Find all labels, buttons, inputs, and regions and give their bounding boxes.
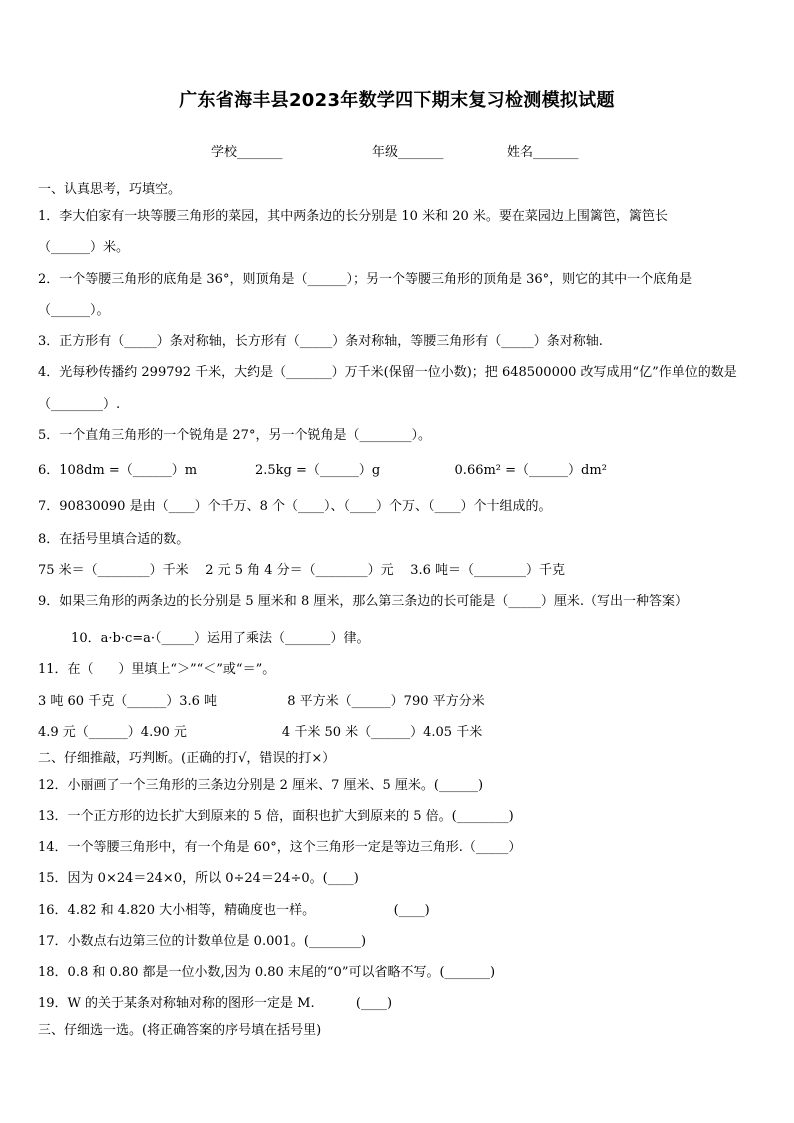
question-line: 4.9 元（______）4.90 元 4 千米 50 米（______）4.05 千米 bbox=[38, 725, 483, 740]
name-field: 姓名_______ bbox=[507, 145, 579, 160]
question-line: 9．如果三角形的两条边的长分别是 5 厘米和 8 厘米，那么第三条边的长可能是（_____）厘米.（写出一种答案） bbox=[38, 594, 688, 609]
question-line: 10．a·b·c=a·（_____）运用了乘法（_______）律。 bbox=[38, 631, 370, 646]
question-line: 1．李大伯家有一块等腰三角形的菜园，其中两条边的长分别是 10 米和 20 米。要在菜园边上围篱笆，篱笆长 bbox=[38, 209, 668, 224]
question-line: 19．W 的关于某条对称轴对称的图形一定是 M. (____) bbox=[38, 996, 393, 1011]
question-line: 8．在括号里填合适的数。 bbox=[38, 532, 190, 547]
section-heading: 一、认真思考，巧填空。 bbox=[38, 182, 182, 197]
section-heading: 二、仔细推敲，巧判断。(正确的打√，错误的打×） bbox=[38, 751, 336, 766]
question-line: 18．0.8 和 0.80 都是一位小数,因为 0.80 末尾的“0”可以省略不写。(_______) bbox=[38, 965, 496, 980]
page-title: 广东省海丰县2023年数学四下期末复习检测模拟试题 bbox=[179, 90, 615, 111]
question-line: 14．一个等腰三角形中，有一个角是 60°，这个三角形一定是等边三角形.（_____） bbox=[38, 840, 522, 855]
question-line: 3．正方形有（_____）条对称轴，长方形有（_____）条对称轴，等腰三角形有（_____）条对称轴. bbox=[38, 334, 603, 349]
question-line: （______）。 bbox=[38, 303, 110, 318]
school-field: 学校_______ bbox=[211, 145, 283, 160]
question-line: 15．因为 0×24＝24×0，所以 0÷24＝24÷0。(____) bbox=[38, 871, 359, 886]
question-line: 17．小数点右边第三位的计数单位是 0.001。(________) bbox=[38, 934, 367, 949]
question-line: 3 吨 60 千克（______）3.6 吨 8 平方米（______）790 平方分米 bbox=[38, 694, 485, 709]
question-line: （________）. bbox=[38, 397, 121, 412]
question-line: 6．108dm =（______）m 2.5kg =（______）g 0.66m² =（______）dm² bbox=[38, 463, 607, 478]
question-line: （______）米。 bbox=[38, 240, 130, 255]
question-line: 11．在（ ）里填上“＞”“＜”或“＝”。 bbox=[38, 662, 276, 677]
question-line: 13．一个正方形的边长扩大到原来的 5 倍，面积也扩大到原来的 5 倍。(________) bbox=[38, 809, 514, 824]
grade-field: 年级_______ bbox=[372, 145, 444, 160]
question-line: 16．4.82 和 4.820 大小相等，精确度也一样。 (____) bbox=[38, 903, 430, 918]
question-line: 2．一个等腰三角形的底角是 36°，则顶角是（______）；另一个等腰三角形的顶角是 36°，则它的其中一个底角是 bbox=[38, 272, 693, 287]
section-heading: 三、仔细选一选。(将正确答案的序号填在括号里) bbox=[38, 1023, 322, 1038]
question-line: 4．光每秒传播约 299792 千米，大约是（_______）万千米(保留一位小数)；把 648500000 改写成用“亿”作单位的数是 bbox=[38, 365, 737, 380]
question-line: 5．一个直角三角形的一个锐角是 27°，另一个锐角是（________）。 bbox=[38, 428, 431, 443]
question-line: 75 米＝（________）千米 2 元 5 角 4 分＝（________）元 3.6 吨＝（________）千克 bbox=[38, 563, 566, 578]
question-line: 12．小丽画了一个三角形的三条边分别是 2 厘米、7 厘米、5 厘米。(______) bbox=[38, 778, 484, 793]
student-info-row bbox=[0, 141, 794, 161]
question-line: 7．90830090 是由（____）个千万、8 个（____）、（____）个万、（____）个十组成的。 bbox=[38, 499, 552, 514]
